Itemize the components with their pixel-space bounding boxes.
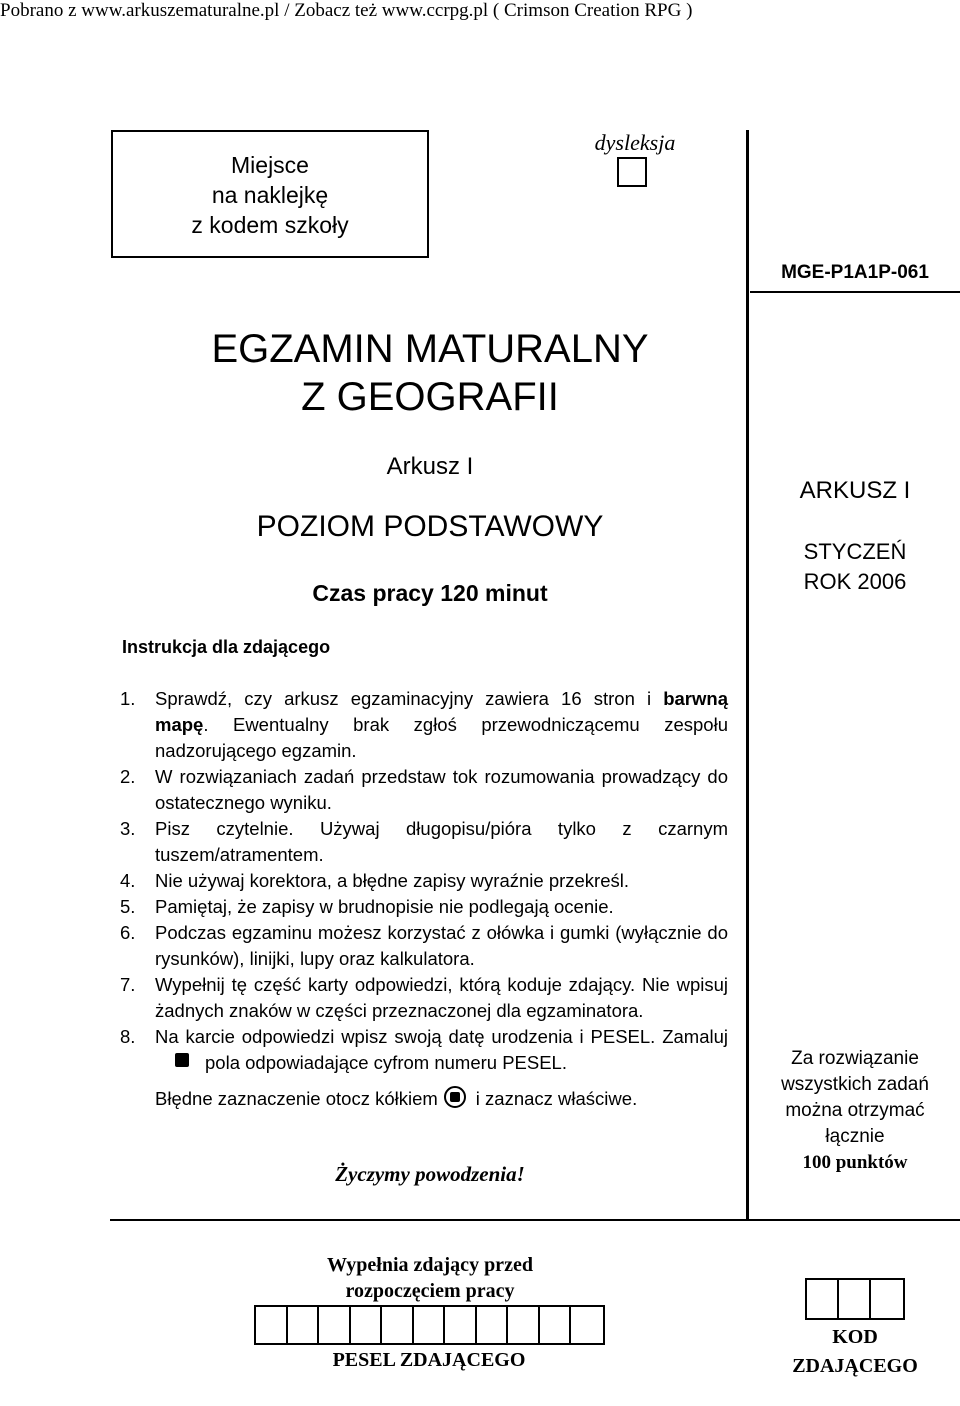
instruction-item: 8. Na karcie odpowiedzi wpisz swoją datę urodzenia i PESEL. Zamalujpola odpowiadające cyfrom numeru PESEL. Błędne zaznaczenie otocz kółkiem i zaznacz właściwe. <box>120 1024 728 1112</box>
sticker-line-3: z kodem szkoły <box>191 212 349 238</box>
sticker-line-2: na naklejkę <box>211 182 329 208</box>
fill-before-start-note: Wypełnia zdający przed rozpoczęciem pracy <box>327 1254 533 1302</box>
exam-duration: Czas pracy 120 minut <box>312 580 548 606</box>
instruction-8-second-line: Błędne zaznaczenie otocz kółkiem i zaznacz właściwe. <box>155 1088 638 1109</box>
code-digit-cell[interactable] <box>807 1280 839 1318</box>
pesel-digit-cell[interactable] <box>319 1307 351 1343</box>
pesel-digit-cell[interactable] <box>477 1307 509 1343</box>
instruction-item: 6. Podczas egzaminu możesz korzystać z ołówka i gumki (wyłącznie do rysunków), linijki, lupy oraz kalkulatora. <box>120 922 728 969</box>
total-points: 100 punktów <box>802 1152 908 1173</box>
exam-title-line-2: Z GEOGRAFII <box>301 375 559 419</box>
instruction-item: 1. Sprawdź, czy arkusz egzaminacyjny zawiera 16 stron i barwną mapę. Ewentualny brak zgłoś przewodniczącemu zespołu nadzorującego egzamin. <box>120 688 728 761</box>
horizontal-divider <box>110 1219 960 1221</box>
pesel-digit-cell[interactable] <box>382 1307 414 1343</box>
school-sticker-box <box>111 130 429 258</box>
candidate-code-label: KOD ZDAJĄCEGO <box>792 1326 918 1377</box>
pesel-digit-cell[interactable] <box>445 1307 477 1343</box>
exam-code: MGE-P1A1P-061 <box>781 262 929 283</box>
source-header: Pobrano z www.arkuszematuralne.pl / Zobacz też www.ccrpg.pl ( Crimson Creation RPG ) <box>0 0 693 21</box>
pesel-label: PESEL ZDAJĄCEGO <box>332 1349 526 1371</box>
right-sheet-label: ARKUSZ I <box>799 477 911 504</box>
instruction-item: 5. Pamiętaj, że zapisy w brudnopisie nie podlegają ocenie. <box>120 896 614 917</box>
exam-month: STYCZEŃ <box>803 539 907 564</box>
exam-title-line-1: EGZAMIN MATURALNY <box>211 327 649 371</box>
code-digit-cell[interactable] <box>839 1280 871 1318</box>
instruction-item: 2. W rozwiązaniach zadań przedstaw tok rozumowania prowadzący do ostatecznego wyniku. <box>120 766 728 813</box>
instruction-item: 4. Nie używaj korektora, a błędne zapisy wyraźnie przekreśl. <box>120 870 630 891</box>
pesel-input-grid[interactable] <box>254 1305 605 1345</box>
code-digit-cell[interactable] <box>871 1280 903 1318</box>
pesel-digit-cell[interactable] <box>288 1307 320 1343</box>
instruction-item: 3. Pisz czytelnie. Używaj długopisu/pióra tylko z czarnym tuszem/atramentem. <box>120 818 728 865</box>
score-note: Za rozwiązanie wszystkich zadań można otrzymać łącznie 100 punktów <box>781 1048 929 1173</box>
pesel-digit-cell[interactable] <box>351 1307 383 1343</box>
exam-level: POZIOM PODSTAWOWY <box>256 510 604 543</box>
exam-title <box>120 325 740 421</box>
instructions-list <box>120 686 728 1112</box>
pesel-digit-cell[interactable] <box>571 1307 603 1343</box>
instructions-title: Instrukcja dla zdającego <box>122 637 331 657</box>
circled-square-icon <box>444 1086 466 1108</box>
sheet-name: Arkusz I <box>386 453 474 480</box>
sticker-line-1: Miejsce <box>231 152 309 178</box>
exam-year: ROK 2006 <box>803 569 907 594</box>
candidate-code-grid[interactable] <box>805 1278 905 1320</box>
pesel-digit-cell[interactable] <box>540 1307 572 1343</box>
filled-square-icon <box>175 1053 189 1067</box>
exam-date <box>750 537 960 597</box>
dyslexia-label: dysleksja <box>594 130 676 155</box>
instruction-item: 7. Wypełnij tę część karty odpowiedzi, którą koduje zdający. Nie wpisuj żadnych znaków w części przeznaczonej dla egzaminatora. <box>120 974 728 1021</box>
pesel-digit-cell[interactable] <box>414 1307 446 1343</box>
bold-phrase: barwną mapę <box>155 688 728 735</box>
exam-code-underline <box>750 291 960 293</box>
pesel-digit-cell[interactable] <box>508 1307 540 1343</box>
pesel-digit-cell[interactable] <box>256 1307 288 1343</box>
vertical-divider <box>746 130 749 1220</box>
dyslexia-checkbox[interactable] <box>617 157 647 187</box>
good-luck-wish: Życzymy powodzenia! <box>335 1162 525 1186</box>
